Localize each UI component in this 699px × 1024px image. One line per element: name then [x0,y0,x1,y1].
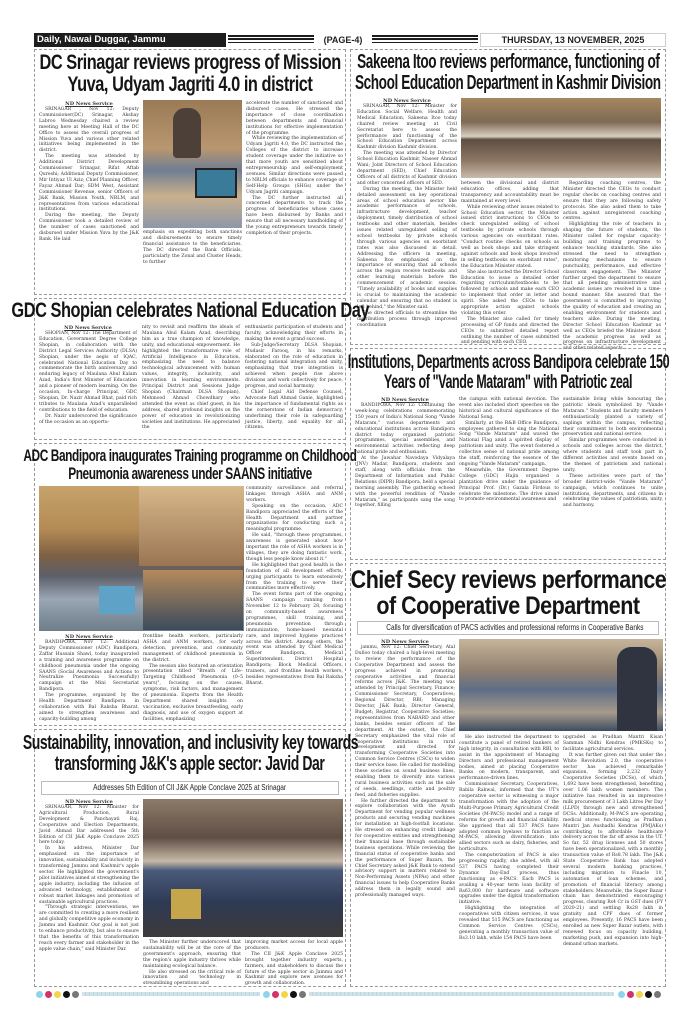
grey-dot [654,991,661,998]
paragraph: between the divisional and district education offices, adding that transparency and accountability must be maintained at every level. [461,181,559,204]
magenta-dot [627,991,634,998]
paragraph: It was further given out that under the White Revolution 2.0, the cooperative sector has achieved remarkable expansion, forming 2,232 Dairy Cooperative Societies (DCSs), of which 1,692 have been strengthened, benefiting over 1.06 lakh women members. The initiative has resulted in an impressive milk procurement of 3 Lakh Litres Per Day (LLPD) through new and strengthened DCSs. Additionally, M-PACS are operating medical stores functioning as Pradhan Mantri Jan Aushadhi Kendras (PMJAKs) contributing to affordable healthcare delivery across the far off areas in the UT. So far, 52 drug licenses and 50 stores have been operationalized, with a monthly transaction value of Rs8.78 lakh. The J&K State Cooperative Bank has adopted several modern banking practices, including migration to Finacle 10, automation of loan schemes, and promotion of financial literacy among stakeholders. Meanwhile, the Super Bazar chain has demonstrated encouraging progress, clearing Rs4 Cr in GST dues (FY 2020-21) and settling Rs28 lakh in gratuity and CPF dues of former employees. Presently, 16 PACS have been enrolled as new Super Bazar outlets, with renewed focus on capacity building, marketing push, and expansion into high-demand urban markets. [563,752,663,947]
paragraph: He said, "through these programmes, awareness is generated about how important the role of ASHA workers is in villages, they are doing fantastic work, though less people know about it." [246,533,343,562]
issue-date: THURSDAY, 13 NOVEMBER, 2025 [480,33,666,47]
cyan-dot [263,991,270,998]
paragraph: SRINAGAR , Nov 12: Deputy Commissioner(DC) Srinagar, Akshay Labroo Wednesday chaired a review meeting here at Meeting Hall of the DC Office to assess the overall progress of Mission Yuva and various other related initiatives being implemented in the district. [39,107,139,154]
headline: GDC Shopian celebrates National Education Day [11,299,369,322]
article-column [563,181,661,352]
article-column [143,230,242,292]
paragraph: He further directed the department to explore collaboration with the Ayush Department for vending popular wellness products and securing vending machines for installation at high-footfall locations. He stressed on enhancing credit linkage for cooperative entities and strengthening their financial base through sustainable business operations. While reviewing the financial status of cooperative banks and the performance of Super Bazars, the Chief Secretary asked J&K Bank to extend advisory support in matters related to Non-Performing Assets (NPAs) and other financial issues to help Cooperative Banks address them in legally sound and professionally managed ways. [355,798,455,899]
paragraph: Meanwhile, the Government Degree College (GDC) Hajin organized a plantation drive under the guidance of Principal Prof. (Dr.) Gazala Firdous to celebrate the milestone. The drive aimed to promote environmental awareness and [459,467,559,503]
grey-dot [299,991,306,998]
byline: ND News Service [381,397,429,403]
page-number: (PAGE-4) [323,35,363,45]
paragraph: SHOPIAN, Nov 12: The Department of Education, Government Degree College Shopian, in collaboration with the District Legal Services Authority (DLSA) Shopian, under the aegis of IQAC, celebrated National Education Day to commemorate the birth anniversary and enduring legacy of Maulana Abul Kalam Azad, India's first Minister of Education and a pioneer of modern learning. On the occasion, In-charge Principal, GDC Shopian, Dr. Nazir Ahmad Bhat, paid rich tributes to Maulana Azad's unparalleled contributions to the field of education. [39,331,137,413]
grey-dot [72,991,79,998]
paragraph: The session also featured an orientation presentation titled "Breath of Life– Targeting Childhood Pneumonia (0–5 years)", focusing on the causes, symptoms, risk factors, and management of pneumonia. Experts from the Health Department shared insights on vaccination, exclusive breastfeeding, early diagnosis, and use of oxygen support at facilities, emphasizing [143,663,243,722]
registration-bar [309,992,614,996]
byline: ND News Service [381,639,429,645]
paragraph: While reviewing other issues related to School Education sector, the Minister issued strict instructions to CEOs to check unregulated selling of school textbooks by private schools through various agencies on exorbitant rates. "Conduct routine checks on schools as well as book shops and take stringent against schools and book shops involved in selling textbooks on exorbitant rates", the Education Minister stated. [461,204,559,269]
paragraph: During the meeting, the Minister held detailed assessment on key operational areas of school education sector like academic performance of schools, infrastructure development, teacher deployment, timely distribution of school textbooks and other materials, besides issues related unregulated selling of school textbooks by private schools through various agencies on exorbitant rates was also discussed in detail. Addressing the officers in meeting, Sakeena Itoo emphasized on the importance of ensuring that all schools across the region receive textbooks and other learning materials before the commencement of academic session. "Timely availability of books and supplies is crucial to maintaining the academic calendar and ensuring that no student is left behind," the Minister said. [357,186,457,310]
paragraph: Speaking on the occasion, ADC Bandipora appreciated the efforts of the Health Department and partner organizations for conducting such a meaningful programme. [246,503,343,533]
paragraph: Chief Legal Aid Defense Counsel, Advocate Rafi Ahmad Ganie, highlighted the importance of fundamental rights as the cornerstone of Indian democracy, underlining their role in safeguarding justice, liberty, and equality for all citizens. [245,389,343,431]
cyan-dot [36,991,43,998]
subheadline-text: Addresses 5th Edition of CII J&K Apple Conclave 2025 at Srinagar [93,783,287,792]
award-plaque [171,889,201,919]
paragraph: Sub-Judge/Secretary DLSA Shopian, Mudasir Farooq, in his remarks, elaborated on the role of education in fostering national integration and unity, emphasizing that true integration is achieved when people rise above divisions and work collectively for peace, progress, and social harmony. [245,342,343,390]
newspaper-page [11,33,669,1003]
headline-line2: transforming J&K's apple sector: Javid Dar [55,753,325,775]
conference-room-photo [143,570,243,630]
article-column [39,799,139,985]
magenta-dot [45,991,52,998]
paragraph: During the meeting, the Deputy Commissioner took a detailed review of the number of cases sanctioned and disbursed under Mission Yuva by the J&K Bank. He laid [39,213,139,242]
meeting-photo [143,100,242,228]
article-column [246,101,343,291]
paragraph: He also instructed the department to constitute a panel of retired bankers of high integrity, in consultation with RBI, to assist in the appointment of Managing Directors and professional management bodies, aimed at placing Cooperative Banks on modern, transparent, and performance-driven lines. [459,735,559,782]
cyan-dot [618,991,625,998]
conclave-photo [143,799,343,937]
subheadline-text: Calls for diversification of PACS activities and professional reforms in Cooperative Banks [386,623,644,632]
paragraph: Highlighting the role of teachers in shaping the future of students, the Minister called for regular capacity-building and training programs to enhance teaching standards. She also stressed the need to strengthen monitoring mechanisms to ensure punctuality, performance, and effective classroom engagement. The Minister further urged the department to ensure that all pending administrative and academic issues are resolved in a time-bound manner. She assured that the government is committed to improving the quality of education and creating an enabling environment for students and teachers alike. During the meeting, Director School Education Kashmir as well as CEOs briefed the Minister about the academic progress as well as progress on infrastructure development and other related aspects. [563,222,661,352]
paragraph: He highlighted that good health is the foundation of all development efforts, urging participants to learn extensively from the training to serve their communities more effectively. [246,562,343,592]
paragraph: community surveillance and referral linkages through ASHA and ANM workers. [246,486,343,503]
registration-bar [82,992,260,996]
headline-line2: School Education Department in Kashmir Division [355,72,661,94]
paragraph: Similarly, at the R&B Office Bandipora, employees gathered to sing the National Song "Vande Mataram" and waved the National Flag amid a spirited display of patriotism and unity. The event fostered a collective sense of national pride among the staff, reinforcing the essence of the ongoing "Vande Mataram" campaign. [459,420,559,467]
article-gdc-shopian [11,298,369,440]
meeting-photo [459,639,663,731]
paragraph: The event forms part of the ongoing SAANS campaign running from November 12 to February 28, focusing on community-based awareness programmes, skill training, and pneumonia prevention through immunization, home-based neonatal care, and improved hygiene practices across the district. Among others, the event was attended by Chief Medical Officer Bandipora, Medical Superintendent, District Hospital Bandipora; Block Medical Officers, trainers, and frontline health workers, besides representatives from Bal Raksha Bharat. [246,592,343,686]
article-column [357,98,457,342]
paragraph: In his address, Minister Dar emphasized on the importance of innovation, sustainability and inclusivity in transforming Jammu and Kashmir's apple sector. He highlighted the government's pilot initiatives aimed at strengthening the apple industry, including the infusion of advanced technology, establishment of robust market linkages and promotion of sustainable agricultural practices. [39,846,139,905]
paragraph: SRINAGAR, Nov 12: Minister for Agricultural Production, Rural Development & Panchayati Raj, Cooperative and Election Departments, Javid Ahmad Dar addressed the 5th Edition of CII J&K Apple Conclave 2025 here today. [39,805,139,846]
headline-line2: Pneumonia awareness under SAANS initiative [68,463,312,483]
yellow-dot [281,991,288,998]
subheadline [357,621,659,635]
vehicle-figure [99,586,135,614]
masthead-rule-left [228,35,314,45]
article-javid-dar [22,729,358,987]
paragraph: The Minister also called for timely processing of GP funds and directed the CEOs to submitted detailed report outlining the number of cases submitted and pending with each CEO. [461,316,559,346]
paragraph: upgraded as Pradhan Mantri Kisan Samman Nidhi Kendras (PMKSKs) to facilitate agricultural services. [563,735,663,752]
byline: ND News Service [64,325,112,331]
black-dot [63,991,70,998]
byline: ND News Service [65,634,113,640]
article-chief-secy [350,563,666,987]
article-column [355,639,455,984]
registration-marks-left [36,990,79,998]
headline-line1: Institutions, Departments across Bandipora celebrate 150 [347,352,669,373]
paragraph: Highlighting the integration of cooperatives with citizen services, it was revealed that 515 PACS are functioning as Common Service Centres (CSCs), generating a monthly transaction value of Rs3.10 lakh, while 154 PACS have been [459,906,559,941]
article-vande-mataram [347,348,669,560]
headline-line2: Years of "Vande Mataram" with Patriotic zeal [383,371,633,393]
byline: ND News Service [383,98,431,104]
paragraph: The DC further instructed all concerned departments to track the progress of beneficiaries whose cases have been disbursed by Banks and ensure that all necessary handholding of the young entrepreneurs towards timely completion of their projects. [246,195,343,236]
masthead-rule-right [372,35,478,45]
meeting-photo [461,98,661,178]
paragraph: The Minister further underscored that sustainability will be at the core of the government's approach, ensuring that the region's apple industry thrives while maintaining ecological balance. [143,940,241,969]
black-dot [290,991,297,998]
black-dot [645,991,652,998]
article-sakeena-itoo [350,49,666,352]
headline-line1: Sustainability, innovation, and inclusivity key towards [22,732,358,754]
subheadline [41,781,339,795]
paragraph: Commissioner Secretary, Cooperatives, Babila Rakwal, informed that the UT's cooperative sector is witnessing a major transformation with the adoption of the Multi-Purpose Primary Agricultural Credit Societies (M-PACS) model and a range of reforms for growth and financial stability. She apprised that all 537 PACS have adopted common byelaws to function as M-PACS, allowing diversification into allied sectors such as dairy, fisheries, and horticulture. [459,782,559,853]
paragraph: the campus with national devotion. The event also included short speeches on the historical and cultural significance of the National Song. [459,397,559,420]
paragraph: The meeting was attended by Director School Education Kashmir, Naseer Ahmad Wani; Joint Directors of School Education department (SED), Chief Education Officers of all districts of Kashmir division and other concerned officers of SED. [357,151,457,186]
paragraph: sustainable living while honouring the patriotic ideals symbolized by "Vande Mataram." Students and faculty members enthusiastically planted a variety of saplings within the campus, reflecting their commitment to both environmental preservation and national service. [563,397,663,438]
headline-line1: Sakeena Itoo reviews performance, functioning of [356,51,660,73]
person-figure [173,108,201,158]
headline-line2: of Cooperative Department [376,592,640,621]
paragraph: "Through strategic interventions, we are committed to creating a more resilient and globally competitive apple economy in Jammu and Kashmir. Our goal is not just to enhance productivity, but also to ensure that the benefits of this transformation reach every farmer and stakeholder in the apple value chain," said Minister Dar. [39,905,139,952]
registration-marks-right [618,990,661,998]
paragraph: The meeting was attended by Additional District Development Commissioner Srinagar, Rifat Aftab Qureshi; Additional Deputy Commissioner, Mir Intiyaz Ul Aziz; Chief Planning Officer, Fayaz Ahmad Dar; SDM West, Assistant Commissioner Revenue, senior Officers of J&K Bank, Mission Youth, NRLM, and representatives from various educational institutions. [39,154,139,213]
article-column [39,101,139,291]
paragraph: The CII J&K Apple Conclave 2025 brought together industry experts, farmers, and stakeholders to discuss the future of the apple sector in Jammu and Kashmir and explore new avenues for growth and collaboration. [245,951,343,987]
paragraph: BANDIPORA, Nov 12: Additional Deputy Commissioner (ADC) Bandipora, Zaffar Hussain Shawl, today inaugurated a training and awareness programme on childhood pneumonia under the ongoing SAANS (Social Awareness and Actions to Neutralize Pneumonia Successfully) campaign at the Mini Secretariat Bandipora. [39,640,139,693]
article-column [245,325,343,439]
article-column [143,940,241,985]
article-column [461,181,559,346]
yellow-dot [54,991,61,998]
paragraph: frontline health workers, particularly ASHA and ANM workers, for early detection, prevention, and community management of childhood pneumonia in the district. [143,634,243,663]
screen-figure [195,168,237,198]
headline-line1: DC Srinagar reviews progress of Mission [39,51,341,74]
article-column [246,486,343,723]
paragraph: The programme, organized by the Health Department Bandipora in collaboration with Bal Raksha Bharat, aimed to strengthen awareness and capacity-building among [39,693,139,722]
article-adc-bandipora [23,443,357,726]
article-column [39,325,137,439]
headline-line1: ADC Bandipora inaugurates Training programme on Childhood [23,446,357,465]
article-column [563,735,663,984]
event-photo [39,486,244,631]
paragraph: emphasis on expediting both sanctions and disbursements to ensure timely financial assistance to the beneficiaries. The DC directed the Bank Officials, particularly the Zonal and Cluster Heads, to further [143,230,242,265]
article-column [355,397,455,559]
article-column [459,735,559,984]
article-column [39,634,139,723]
article-column [459,397,559,559]
paragraph: BANDIPORA, Nov 12: Continuing the week-long celebrations commemorating 150 years of India's National Song "Vande Mataram," various departments and educational institutions across Bandipora district today organized patriotic programmes, special assemblies, and environmental activities reflecting deep national pride and enthusiasm. [355,403,455,456]
article-column [563,397,663,559]
headline-line2: Yuva, Udyam Jagriti 4.0 in district [67,73,313,97]
headline-line1: Chief Secy reviews performance [350,566,666,594]
byline: ND News Service [65,101,113,107]
paragraph: He also stressed on the critical role of innovation and technology in streamlining operations and [143,969,241,987]
paragraph: She directed officials to streamline the distribution process through improved coordination [357,310,457,328]
paragraph: These activities were part of the broader district-wide "Vande Mataram" campaign, which continues to unite institutions, departments, and citizens in celebrating the values of patriotism, unity, and harmony. [563,473,663,509]
hall-photo [139,486,244,566]
paragraph: The computerization of PACS is also progressing rapidly, she added, with all 537 PACS having completed their Dynamic Day-End process, thus functioning as e-PACS. Each PACS is availing a 40-year term loan facility of Rs63,000 for hardware and software upgrades under the digital transformation initiative. [459,853,559,906]
paragraph: SRINAGAR, Nov 12: Minister for Education Social Welfare, Health and Medical Education, Sakeena Itoo today chaired review meeting at Civil Secretariat here to assess the performance and functioning of the School Education Department across Kashmir division Kashmir division. [357,104,457,151]
paragraph: enthusiastic participation of students and faculty, acknowledging their efforts in making the event a grand success. [245,325,343,342]
person-figure [617,647,657,731]
yellow-dot [636,991,643,998]
byline: ND News Service [65,799,113,805]
masthead [34,33,666,47]
paragraph: Dr. Nazir underscored the significance of the occasion as an opportu- [39,413,137,425]
paragraph: While reviewing the implementation of Udyam Jagriti 4.0, the DC instructed the Colleges of the district to increase student coverage under the initiative so that more youth are sensitized about entrepreneurship and self-employment avenues. Similar directions were passed to NRLM officials to enhance coverage of Self-Help Groups (SHGs) under the Udyam Jagriti campaign. [246,136,343,195]
paragraph: Similar programmes were conducted in schools and colleges across the district, where students and staff took part in different activities and events based on the themes of patriotism and national unity. [563,438,663,473]
paragraph: At the Jawahar Navodaya Vidyalaya (JNV) Madar, Bandipora, students and staff, along with officials from the Department of Information and Public Relations (DIPR) Bandipora, held a special morning assembly. The gathering echoed with the powerful rendition of "Vande Mataram," as participants sang the song together, filling [355,456,455,509]
article-column [142,325,240,439]
article-dc-srinagar [34,49,346,295]
paragraph: She also instructed the Director School Education to issue a detailed order regarding curriculum/textbooks to be followed by schools and make each CEO to implement that order in letter and spirit. She asked the CEOs to take appropriate action against schools violating this order. [461,269,559,316]
magenta-dot [272,991,279,998]
paper-name: Daily, Nawai Duggar, Jammu [34,33,226,47]
paragraph: jammu, Nov 12: Chief Secretary, Atal Dulloo today chaired a high-level meeting to review the performance of the Cooperative Department and assess the progress achieved in promoting cooperative activities and financial reforms across J&K. The meeting was attended by Principal Secretary, Finance; Commissioner Secretary, Cooperatives; Regional Director, RBI; Managing Director, J&K Bank; Director General, Budget; Registrar, Cooperative Societies; representatives from NABARD and other banks, besides senior officers of the department. At the outset, the Chief Secretary emphasized the vital role of cooperative institutions in rural development and directed for transforming Cooperative Societies into Common Service Centres (CSCs) to widen their service base. He called for modelling these societies on sound business lines, enabling them to diversify into various rural business activities such as the sale of seeds, seedlings, cattle and poultry feed, and fisheries supplies. [355,645,455,798]
registration-marks-center [263,990,306,998]
paragraph: nity to revisit and reaffirm the ideals of Maulana Abul Kalam Azad, describing him as a true champion of knowledge, unity, and educational empowerment. He highlighted the transformative role of Artificial Intelligence in Education, emphasizing the need to balance technological advancement with human values, integrity, inclusivity, and innovation in learning environments. Principal District and Sessions Judge Shopian (Chairman DLSA Shopian), Mehmood Ahmad Chowdhary who attended the event as chief guest, in his address, shared profound insights on the power of education in revolutionizing societies and institutions. He appreciated the [142,325,240,431]
paragraph: improving market access for local apple producers. [245,940,343,951]
paragraph: accelerate the number of sanctioned and disbursed cases. He stressed the importance of close coordination between departments and financial institutions for effective implementation of the programme. [246,101,343,136]
article-column [143,634,243,723]
article-column [245,940,343,985]
paragraph: Regarding coaching centres, the Minister directed the CEOs to conduct regular checks on coaching centres and ensure that they are following safety protocols. She also asked them to take action against unregistered coaching centres. [563,181,661,222]
